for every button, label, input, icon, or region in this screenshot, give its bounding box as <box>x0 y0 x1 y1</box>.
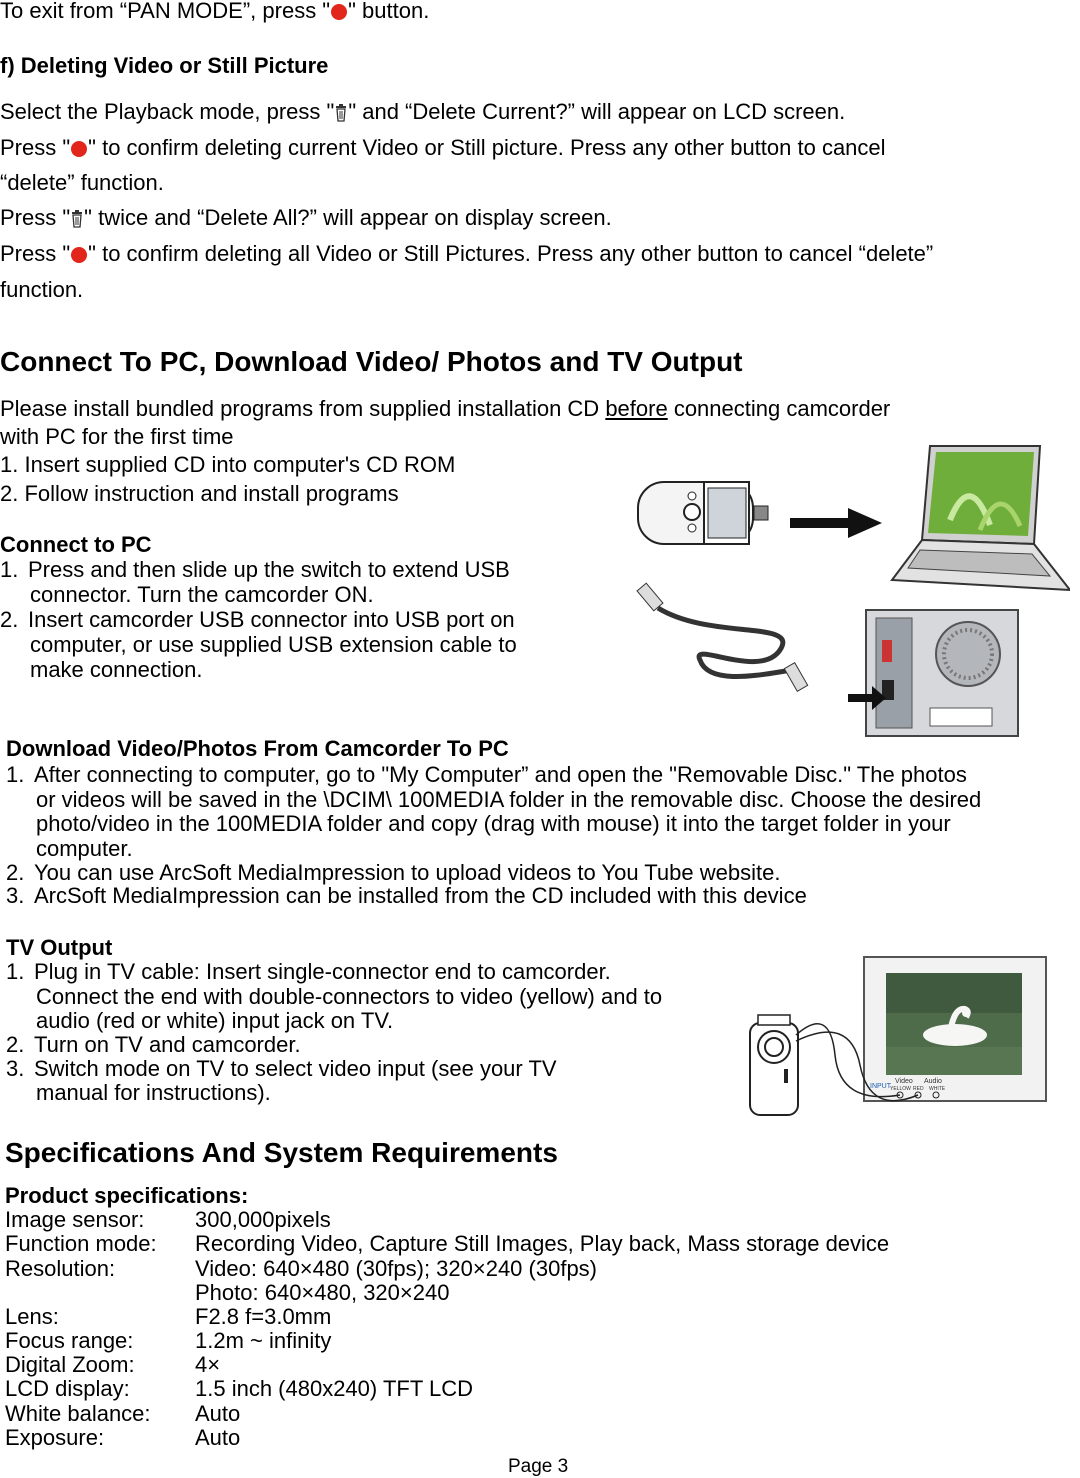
tv-output-heading: TV Output <box>6 935 113 960</box>
download-heading: Download Video/Photos From Camcorder To PC <box>6 736 509 761</box>
tv-step-1: 1. Plug in TV cable: Insert single-connector end to camcorder. <box>6 959 611 984</box>
camcorder-front-icon <box>750 1015 798 1115</box>
tv-step-3: 3. Switch mode on TV to select video input (see your TV <box>6 1056 557 1081</box>
page-number: Page 3 <box>508 1456 569 1477</box>
pc-step-1: 1. Press and then slide up the switch to extend USB <box>0 557 510 582</box>
spec-row: Image sensor: 300,000pixels <box>5 1207 331 1232</box>
pc-step-1b: connector. Turn the camcorder ON. <box>30 582 374 607</box>
tv-icon <box>864 957 1046 1101</box>
spec-row: Digital Zoom: 4× <box>5 1352 221 1377</box>
pc-step-2c: make connection. <box>30 657 203 682</box>
arrow-right-icon <box>790 508 882 538</box>
pc-connection-illustration <box>630 440 1070 740</box>
spec-row: LCD display: 1.5 inch (480x240) TFT LCD <box>5 1376 473 1401</box>
trash-icon <box>71 210 83 228</box>
camcorder-icon <box>638 482 768 544</box>
tv-connection-illustration <box>740 955 1050 1120</box>
tv-yellow-label: YELLOW <box>890 1086 911 1092</box>
pan-mode-exit-text: To exit from “PAN MODE”, press " " button. <box>0 0 430 23</box>
delete-line-3: “delete” function. <box>0 170 164 195</box>
spec-row: Function mode: Recording Video, Capture Still Images, Play back, Mass storage device <box>5 1231 890 1256</box>
spec-row: White balance: Auto <box>5 1401 241 1426</box>
tv-white-label: WHITE <box>929 1086 946 1092</box>
tv-step-1c: audio (red or white) input jack on TV. <box>36 1008 394 1033</box>
spec-row: Focus range: 1.2m ~ infinity <box>5 1328 332 1353</box>
tv-step-1b: Connect the end with double-connectors to video (yellow) and to <box>36 984 663 1009</box>
tv-video-label: Video <box>895 1078 913 1085</box>
delete-line-1: Select the Playback mode, press " " and “Delete Current?” will appear on LCD screen. <box>0 99 846 124</box>
specs-heading: Specifications And System Requirements <box>5 1137 558 1168</box>
spec-row: Resolution: Video: 640×480 (30fps); 320×240 (30fps) <box>5 1256 598 1281</box>
tv-red-label: RED <box>913 1086 924 1092</box>
delete-line-2: Press " " to confirm deleting current Video or Still picture. Press any other button to cancel <box>0 135 886 160</box>
connect-intro: Please install bundled programs from supplied installation CD before connecting camcorder <box>0 396 891 421</box>
desktop-tower-icon <box>848 610 1018 736</box>
tv-audio-label: Audio <box>924 1078 942 1085</box>
record-button-icon <box>71 141 87 157</box>
usb-cable-icon <box>637 583 808 691</box>
tv-step-3b: manual for instructions). <box>36 1080 271 1105</box>
connect-pc-heading: Connect to PC <box>0 532 152 557</box>
download-step-1c: photo/video in the 100MEDIA folder and copy (drag with mouse) it into the target folder in your <box>36 811 951 836</box>
download-step-1: 1. After connecting to computer, go to "My Computer” and open the "Removable Disc." The photos <box>6 762 967 787</box>
spec-row: Exposure: Auto <box>5 1425 241 1450</box>
delete-line-6: function. <box>0 277 84 302</box>
tv-input-label: INPUT <box>870 1083 891 1090</box>
pc-step-2: 2. Insert camcorder USB connector into USB port on <box>0 607 515 632</box>
connect-heading: Connect To PC, Download Video/ Photos and TV Output <box>0 346 743 377</box>
product-specs-subheading: Product specifications: <box>5 1183 249 1208</box>
install-step-2: 2. Follow instruction and install programs <box>0 481 399 506</box>
record-button-icon <box>71 247 87 263</box>
download-step-1d: computer. <box>36 836 133 861</box>
tv-step-2: 2. Turn on TV and camcorder. <box>6 1032 301 1057</box>
download-step-1b: or videos will be saved in the \DCIM\ 100MEDIA folder in the removable disc. Choose the desired <box>36 787 982 812</box>
download-step-2: 2. You can use ArcSoft MediaImpression to upload videos to You Tube website. <box>6 860 781 885</box>
delete-line-4: Press " " twice and “Delete All?” will appear on display screen. <box>0 205 612 230</box>
install-step-1: 1. Insert supplied CD into computer's CD ROM <box>0 452 456 477</box>
record-button-icon <box>331 4 347 20</box>
laptop-icon <box>892 446 1070 590</box>
spec-row: Photo: 640×480, 320×240 <box>195 1280 450 1305</box>
connect-intro-2: with PC for the first time <box>0 424 234 449</box>
delete-heading: f) Deleting Video or Still Picture <box>0 53 329 78</box>
delete-line-5: Press " " to confirm deleting all Video or Still Pictures. Press any other button to cancel “delete” <box>0 241 934 266</box>
spec-row: Lens: F2.8 f=3.0mm <box>5 1304 332 1329</box>
download-step-3: 3. ArcSoft MediaImpression can be installed from the CD included with this device <box>6 883 807 908</box>
pc-step-2b: computer, or use supplied USB extension cable to <box>30 632 517 657</box>
trash-icon <box>335 104 347 122</box>
